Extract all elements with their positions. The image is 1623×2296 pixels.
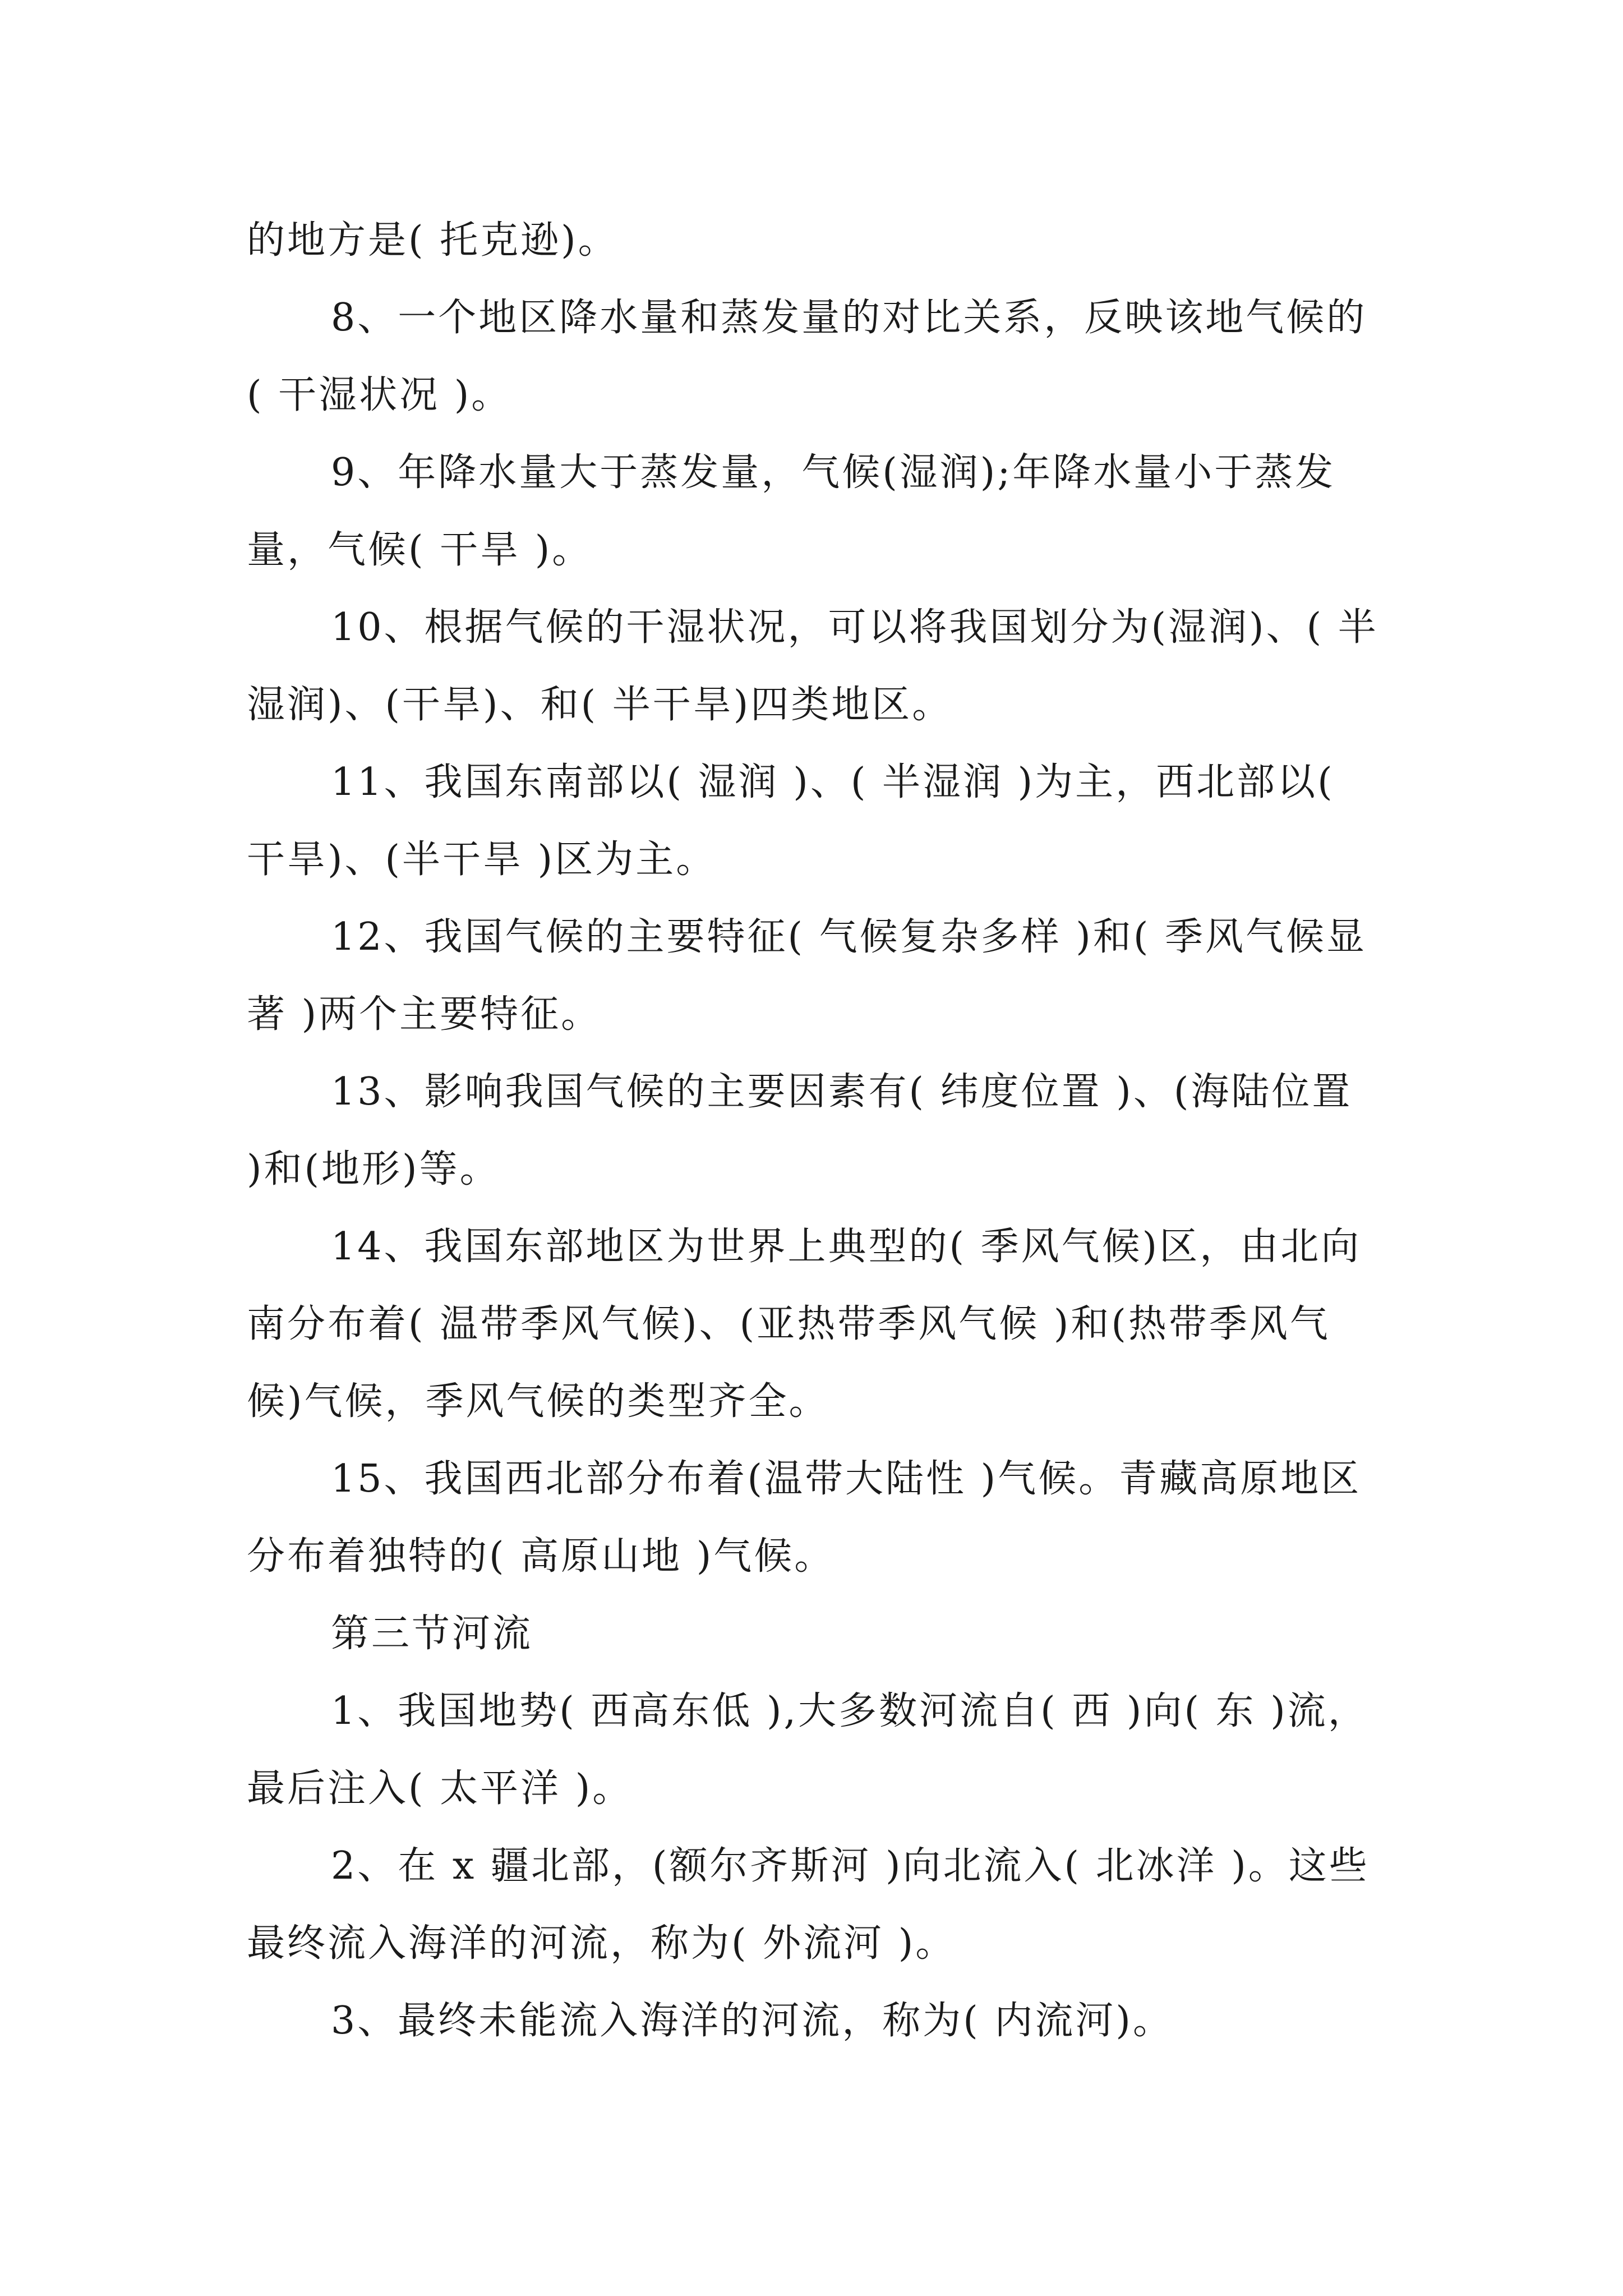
paragraph-item-8: 8、一个地区降水量和蒸发量的对比关系，反映该地气候的( 干湿状况 )。 (247, 296, 1367, 417)
section-heading: 第三节河流 (331, 1612, 533, 1656)
paragraph-item-12: 12、我国气候的主要特征( 气候复杂多样 )和( 季风气候显著 )两个主要特征。 (247, 915, 1367, 1037)
paragraph-continuation: 的地方是( 托克逊)。 (247, 218, 619, 263)
paragraph-item-9: 9、年降水量大于蒸发量，气候(湿润);年降水量小于蒸发量，气候( 干旱 )。 (247, 450, 1336, 572)
paragraph-item-11: 11、我国东南部以( 湿润 )、( 半湿润 )为主，西北部以( 干旱)、(半干旱 )区为主。 (247, 760, 1349, 882)
paragraph-item-14: 14、我国东部地区为世界上典型的( 季风气候)区，由北向南分布着( 温带季风气候)、(亚热带季风气候 )和(热带季风气候)气候，季风气候的类型齐全。 (247, 1225, 1362, 1424)
paragraph-item-10: 10、根据气候的干湿状况，可以将我国划分为(湿润)、( 半湿润)、(干旱)、和( 半干旱)四类地区。 (247, 605, 1378, 727)
paragraph-item-15: 15、我国西北部分布着(温带大陆性 )气候。青藏高原地区分布着独特的( 高原山地 )气候。 (247, 1457, 1362, 1579)
paragraph-river-1: 1、我国地势( 西高东低 ),大多数河流自( 西 )向( 东 )流，最后注入( 太平洋 )。 (247, 1689, 1368, 1811)
document-body (247, 202, 1380, 2060)
paragraph-river-3: 3、最终未能流入海洋的河流，称为( 内流河)。 (331, 1999, 1173, 2043)
paragraph-river-2: 2、在 x 疆北部，(额尔齐斯河 )向北流入( 北冰洋 )。这些最终流入海洋的河流，称为( 外流河 )。 (247, 1844, 1370, 1966)
paragraph-item-13: 13、影响我国气候的主要因素有( 纬度位置 )、(海陆位置 )和(地形)等。 (247, 1070, 1367, 1191)
